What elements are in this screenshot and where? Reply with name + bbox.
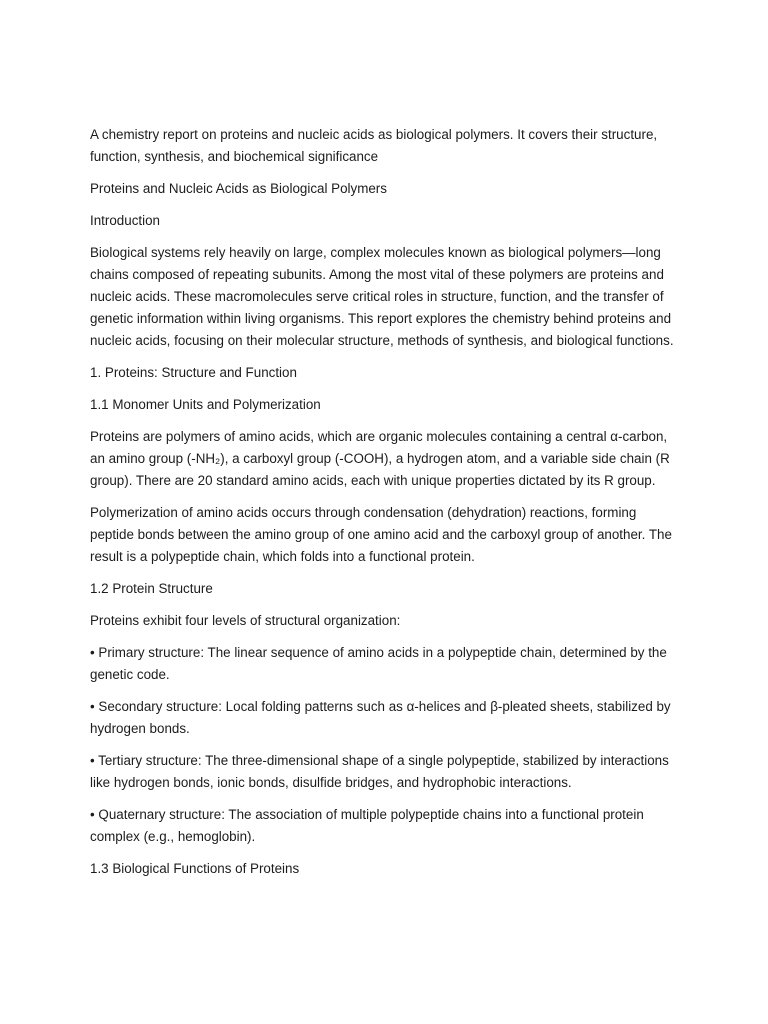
intro-heading: Introduction	[90, 213, 160, 228]
document-title: Proteins and Nucleic Acids as Biological Polymers	[90, 181, 387, 196]
section-1-3-heading: 1.3 Biological Functions of Proteins	[90, 861, 300, 876]
section-1-heading: 1. Proteins: Structure and Function	[90, 365, 297, 380]
section-1-1-paragraph-2: Polymerization of amino acids occurs through condensation (dehydration) reactions, forming peptide bonds between the amino group of one amino acid and the carboxyl group of another. The result is a polypeptide chain, which folds into a functional protein.	[90, 505, 672, 564]
section-1-2-intro: Proteins exhibit four levels of structural organization:	[90, 613, 401, 628]
bullet-quaternary-structure: • Quaternary structure: The association of multiple polypeptide chains into a functional protein complex (e.g., hemoglobin).	[90, 807, 644, 844]
bullet-primary-structure: • Primary structure: The linear sequence of amino acids in a polypeptide chain, determined by the genetic code.	[90, 645, 667, 682]
intro-paragraph: Biological systems rely heavily on large, complex molecules known as biological polymers—long chains composed of repeating subunits. Among the most vital of these polymers are proteins and nucleic acids. These macromolecules serve critical roles in structure, function, and the transfer of genetic information within living organisms. This report explores the chemistry behind proteins and nucleic acids, focusing on their molecular structure, methods of synthesis, and biological functions.	[90, 245, 674, 348]
section-1-2-heading: 1.2 Protein Structure	[90, 581, 213, 596]
bullet-tertiary-structure: • Tertiary structure: The three-dimensional shape of a single polypeptide, stabilized by interactions like hydrogen bonds, ionic bonds, disulfide bridges, and hydrophobic interactions.	[90, 753, 669, 790]
bullet-secondary-structure: • Secondary structure: Local folding patterns such as α-helices and β-pleated sheets, stabilized by hydrogen bonds.	[90, 699, 671, 736]
document-page	[90, 124, 682, 890]
section-1-1-heading: 1.1 Monomer Units and Polymerization	[90, 397, 321, 412]
section-1-1-paragraph-1: Proteins are polymers of amino acids, which are organic molecules containing a central α-carbon, an amino group (-NH₂), a carboxyl group (-COOH), a hydrogen atom, and a variable side chain (R group). There are 20 standard amino acids, each with unique properties dictated by its R group.	[90, 429, 670, 488]
document-summary: A chemistry report on proteins and nucleic acids as biological polymers. It covers their structure, function, synthesis, and biochemical significance	[90, 127, 658, 164]
